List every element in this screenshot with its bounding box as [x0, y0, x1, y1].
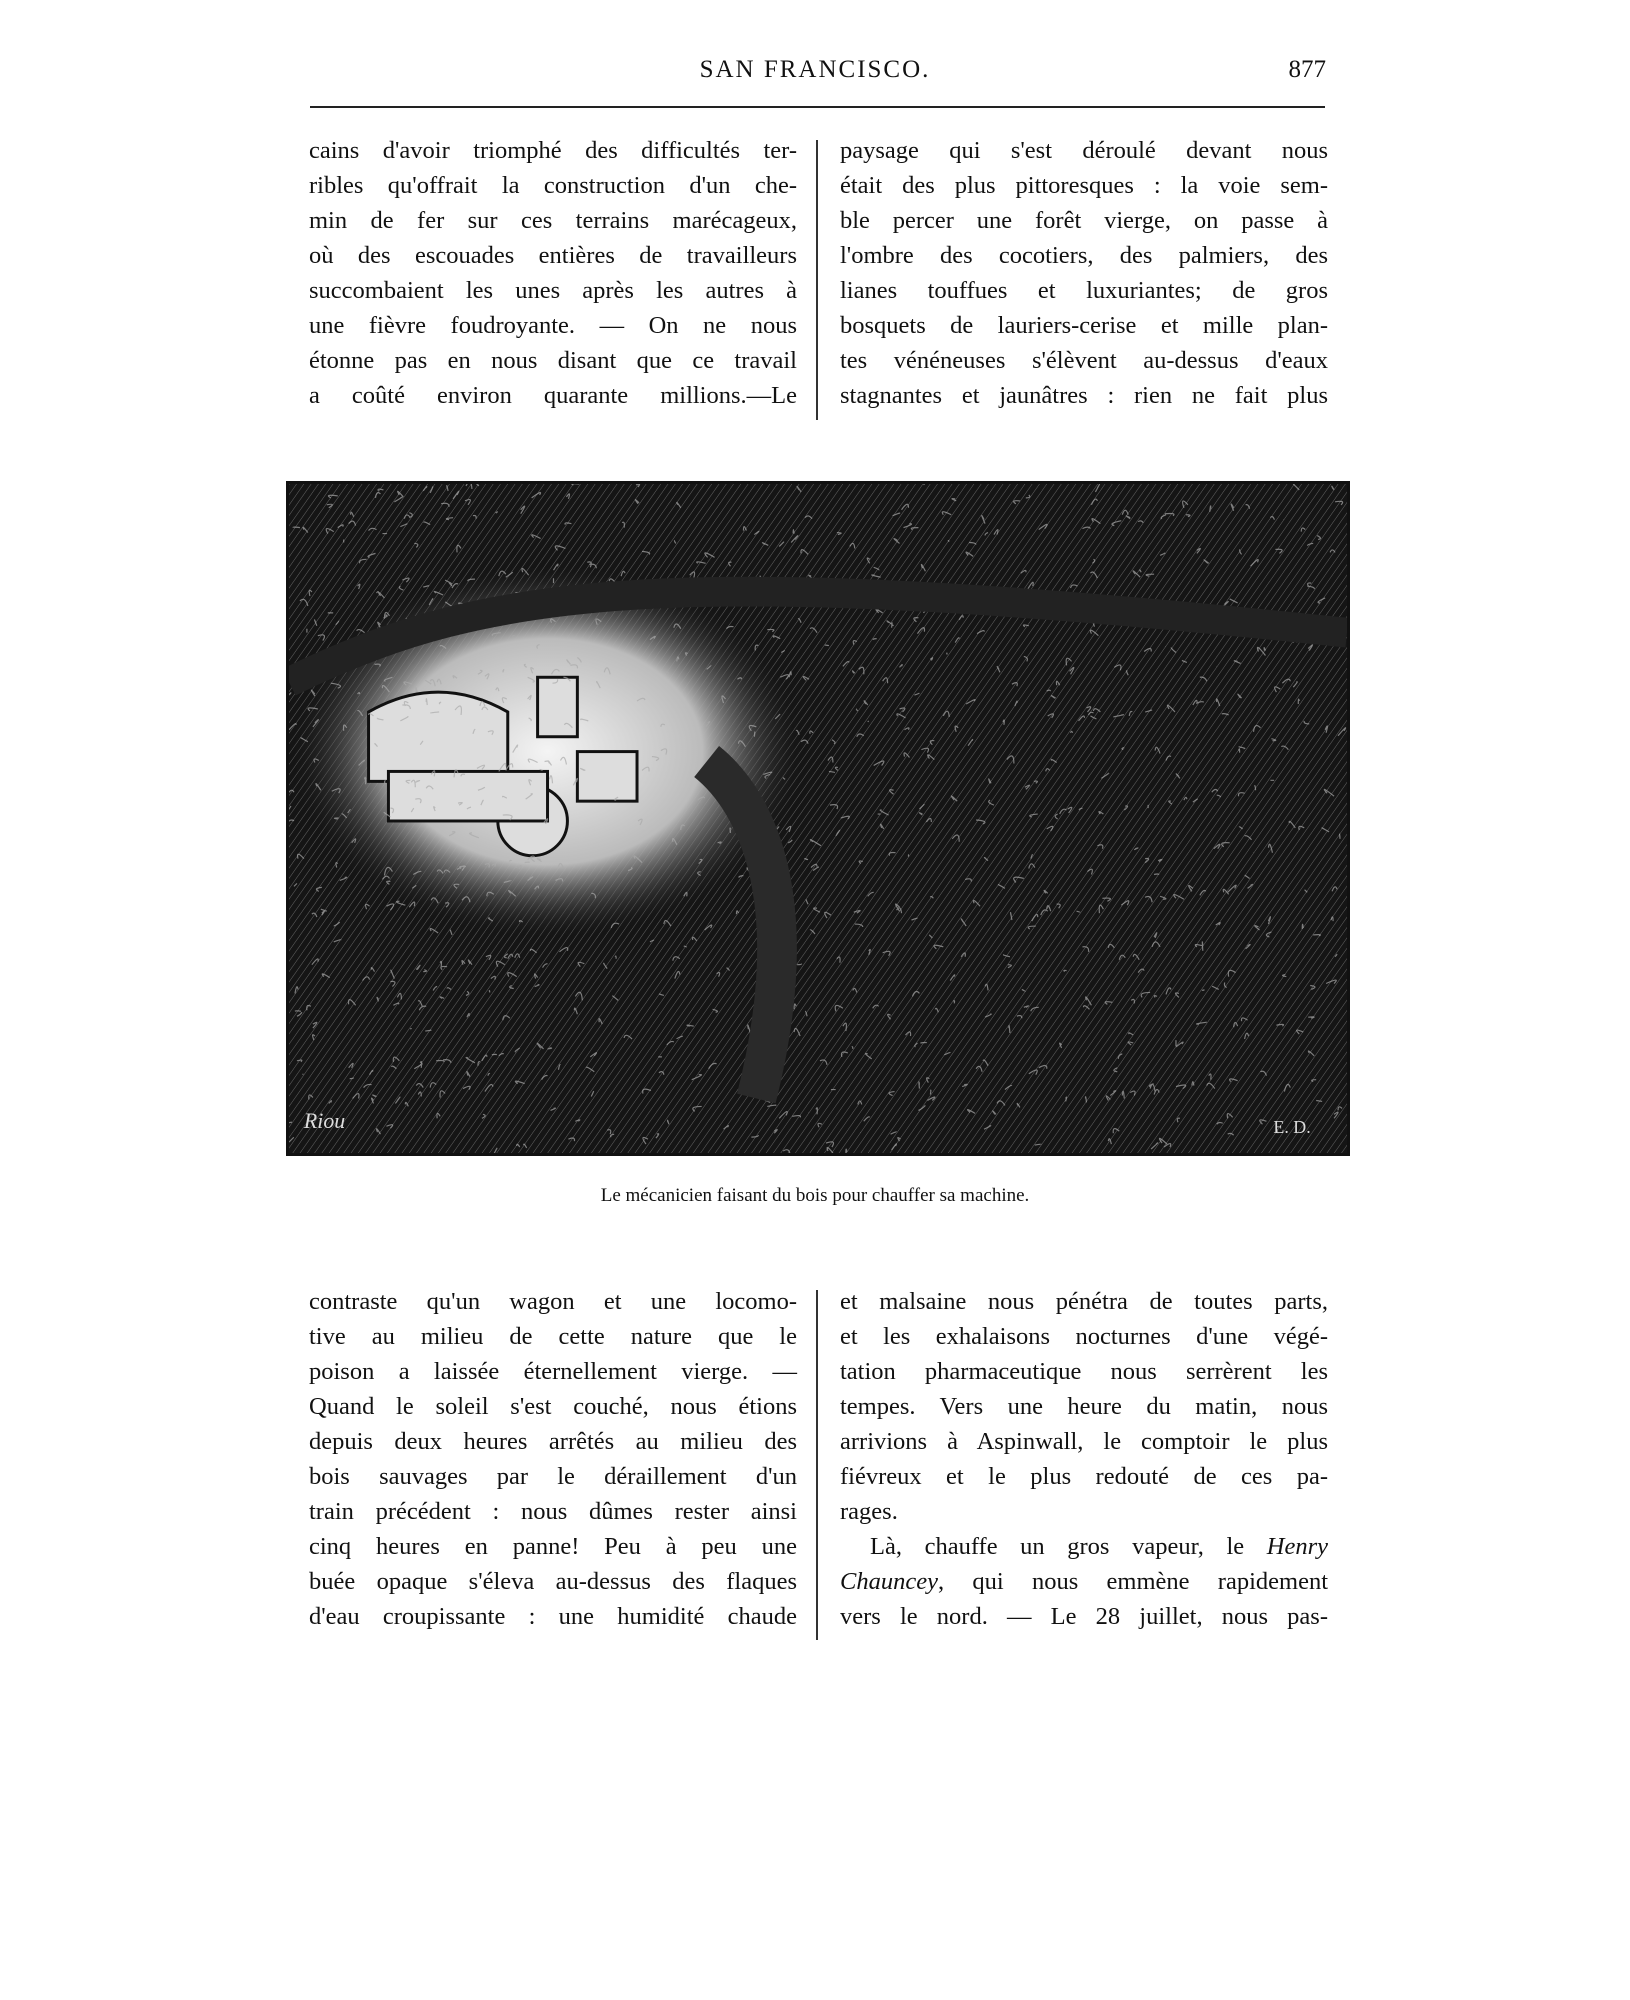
page-number: 877	[1288, 56, 1326, 83]
text-line: paysage qui s'est déroulé devant nous	[840, 137, 1328, 164]
figure-caption: Le mécanicien faisant du bois pour chauffer sa machine.	[600, 1185, 1030, 1206]
text-line: min de fer sur ces terrains marécageux,	[309, 207, 797, 234]
top-right-column	[840, 133, 1328, 413]
text-span: , qui nous emmène rapidement	[937, 1568, 1328, 1595]
ship-name: Chauncey	[840, 1568, 938, 1595]
text-line: l'ombre des cocotiers, des palmiers, des	[840, 242, 1328, 269]
text-line: ble percer une forêt vierge, on passe à	[840, 207, 1328, 234]
engraving-illustration	[286, 481, 1350, 1156]
text-line: cains d'avoir triomphé des difficultés ter-	[309, 137, 797, 164]
running-title: SAN FRANCISCO.	[699, 56, 931, 83]
forest-engraving	[289, 484, 1347, 1153]
text-line: et les exhalaisons nocturnes d'une végé-	[840, 1323, 1328, 1350]
text-line: Quand le soleil s'est couché, nous étions	[309, 1393, 797, 1420]
text-line	[840, 1564, 1328, 1599]
ship-name: Henry	[1266, 1533, 1328, 1560]
text-line: lianes touffues et luxuriantes; de gros	[840, 277, 1328, 304]
artist-signature-left: Riou	[303, 1109, 346, 1134]
bottom-right-column	[840, 1284, 1328, 1634]
text-line: stagnantes et jaunâtres : rien ne fait plus	[840, 382, 1328, 409]
text-line: tes vénéneuses s'élèvent au-dessus d'eaux	[840, 347, 1328, 374]
text-line: vers le nord. — Le 28 juillet, nous pas-	[840, 1603, 1328, 1630]
header-rule	[310, 106, 1325, 108]
text-span: Là, chauffe un gros vapeur, le	[870, 1533, 1267, 1560]
text-line: d'eau croupissante : une humidité chaude	[309, 1603, 797, 1630]
text-line: fiévreux et le plus redouté de ces pa-	[840, 1463, 1328, 1490]
text-line: tation pharmaceutique nous serrèrent les	[840, 1358, 1328, 1385]
text-line: où des escouades entières de travailleurs	[309, 242, 797, 269]
text-line: a coûté environ quarante millions.—Le	[309, 382, 797, 409]
text-line: et malsaine nous pénétra de toutes parts,	[840, 1288, 1328, 1315]
text-line: bosquets de lauriers-cerise et mille plan-	[840, 312, 1328, 339]
page-header	[300, 52, 1330, 92]
text-line: contraste qu'un wagon et une locomo-	[309, 1288, 797, 1315]
text-line: ribles qu'offrait la construction d'un che-	[309, 172, 797, 199]
text-line: succombaient les unes après les autres à	[309, 277, 797, 304]
text-line: rages.	[840, 1498, 898, 1525]
text-line: buée opaque s'éleva au-dessus des flaques	[309, 1568, 797, 1595]
text-line: poison a laissée éternellement vierge. —	[309, 1358, 797, 1385]
column-divider	[816, 140, 818, 420]
column-divider	[816, 1290, 818, 1640]
top-left-column	[309, 133, 797, 413]
text-line: train précédent : nous dûmes rester ainsi	[309, 1498, 797, 1525]
text-line: étonne pas en nous disant que ce travail	[309, 347, 797, 374]
text-line: bois sauvages par le déraillement d'un	[309, 1463, 797, 1490]
artist-signature-right: E. D.	[1273, 1117, 1311, 1138]
bottom-left-column	[309, 1284, 797, 1634]
text-line: cinq heures en panne! Peu à peu une	[309, 1533, 797, 1560]
text-line	[840, 1529, 1328, 1564]
text-line: une fièvre foudroyante. — On ne nous	[309, 312, 797, 339]
text-line: depuis deux heures arrêtés au milieu des	[309, 1428, 797, 1455]
text-line: tive au milieu de cette nature que le	[309, 1323, 797, 1350]
text-line: tempes. Vers une heure du matin, nous	[840, 1393, 1328, 1420]
text-line: était des plus pittoresques : la voie sem-	[840, 172, 1328, 199]
text-line: arrivions à Aspinwall, le comptoir le plus	[840, 1428, 1328, 1455]
